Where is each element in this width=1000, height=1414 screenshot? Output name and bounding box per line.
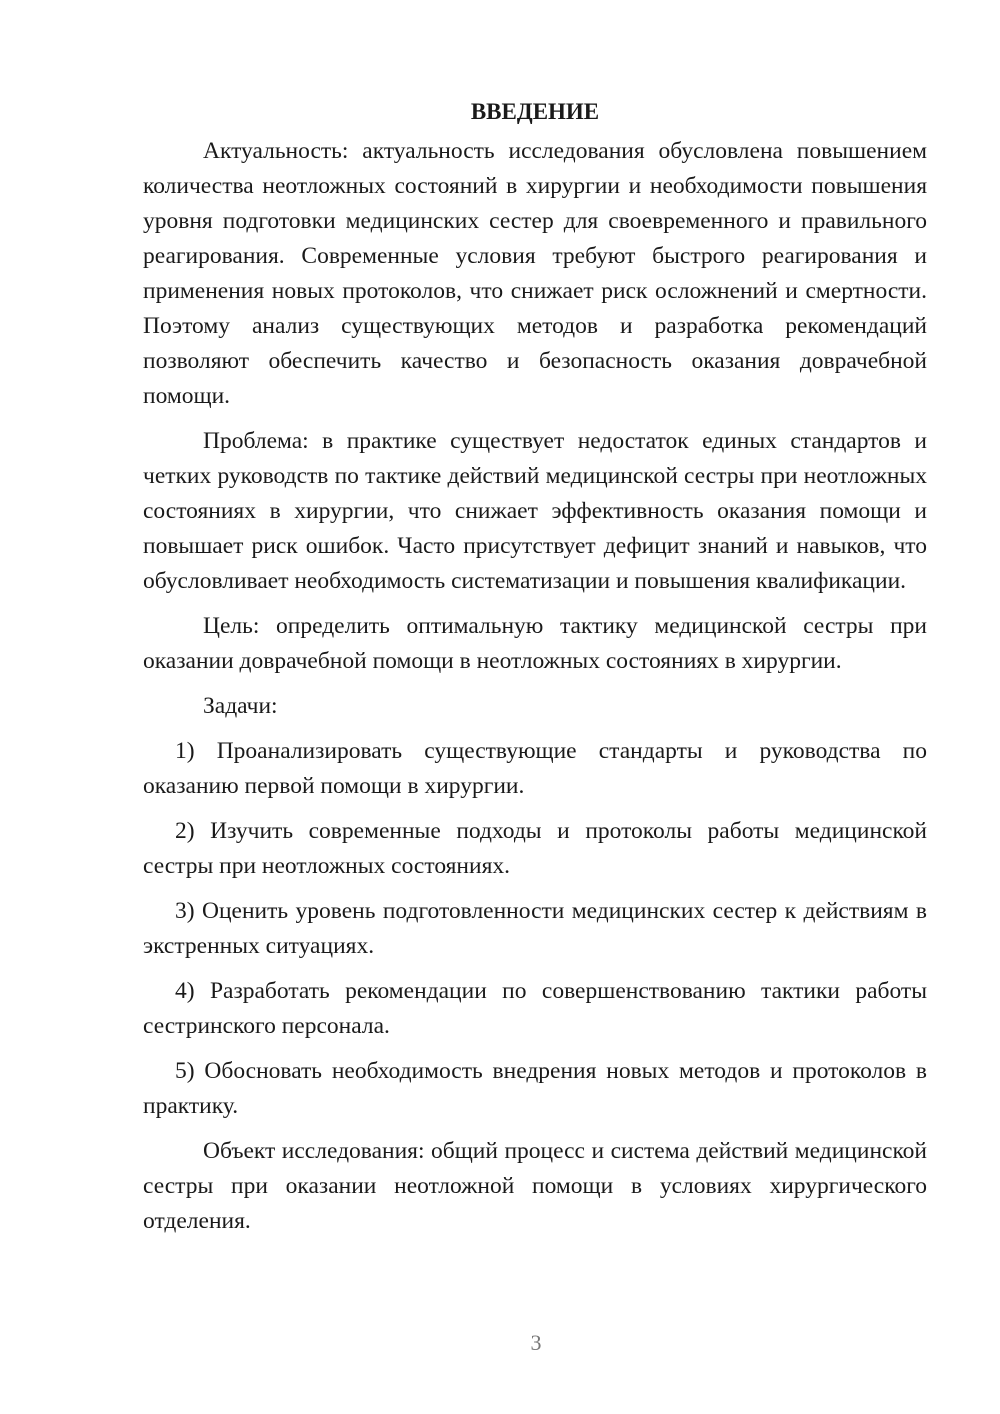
task-item: 5) Обосновать необходимость внедрения новых методов и протоколов в практику.: [143, 1058, 927, 1119]
section-title: ВВЕДЕНИЕ: [470, 99, 600, 124]
problem-paragraph: Проблема: в практике существует недостаток единых стандартов и четких руководств по тактике действий медицинской сестры при неотложных состояниях в хирургии, что снижает эффективность оказания помощи и повышает риск ошибок. Часто присутствует дефицит знаний и навыков, что обусловливает необходимость систематизации и повышения квалификации.: [143, 428, 927, 594]
page-content: [143, 94, 927, 1249]
task-item: 3) Оценить уровень подготовленности медицинских сестер к действиям в экстренных ситуациях.: [143, 898, 927, 959]
task-item: 1) Проанализировать существующие стандарты и руководства по оказанию первой помощи в хирургии.: [143, 738, 927, 799]
task-item: 4) Разработать рекомендации по совершенствованию тактики работы сестринского персонала.: [143, 978, 927, 1039]
page-number: 3: [530, 1330, 542, 1355]
tasks-heading: Задачи:: [203, 693, 278, 719]
object-paragraph: Объект исследования: общий процесс и система действий медицинской сестры при оказании неотложной помощи в условиях хирургического отделения.: [143, 1138, 927, 1234]
goal-paragraph: Цель: определить оптимальную тактику медицинской сестры при оказании доврачебной помощи в неотложных состояниях в хирургии.: [143, 613, 927, 674]
task-item: 2) Изучить современные подходы и протоколы работы медицинской сестры при неотложных состояниях.: [143, 818, 927, 879]
relevance-paragraph: Актуальность: актуальность исследования обусловлена повышением количества неотложных состояний в хирургии и необходимости повышения уровня подготовки медицинских сестер для своевременного и правильного реагирования. Современные условия требуют быстрого реагирования и применения новых протоколов, что снижает риск осложнений и смертности. Поэтому анализ существующих методов и разработка рекомендаций позволяют обеспечить качество и безопасность оказания доврачебной помощи.: [143, 138, 927, 409]
